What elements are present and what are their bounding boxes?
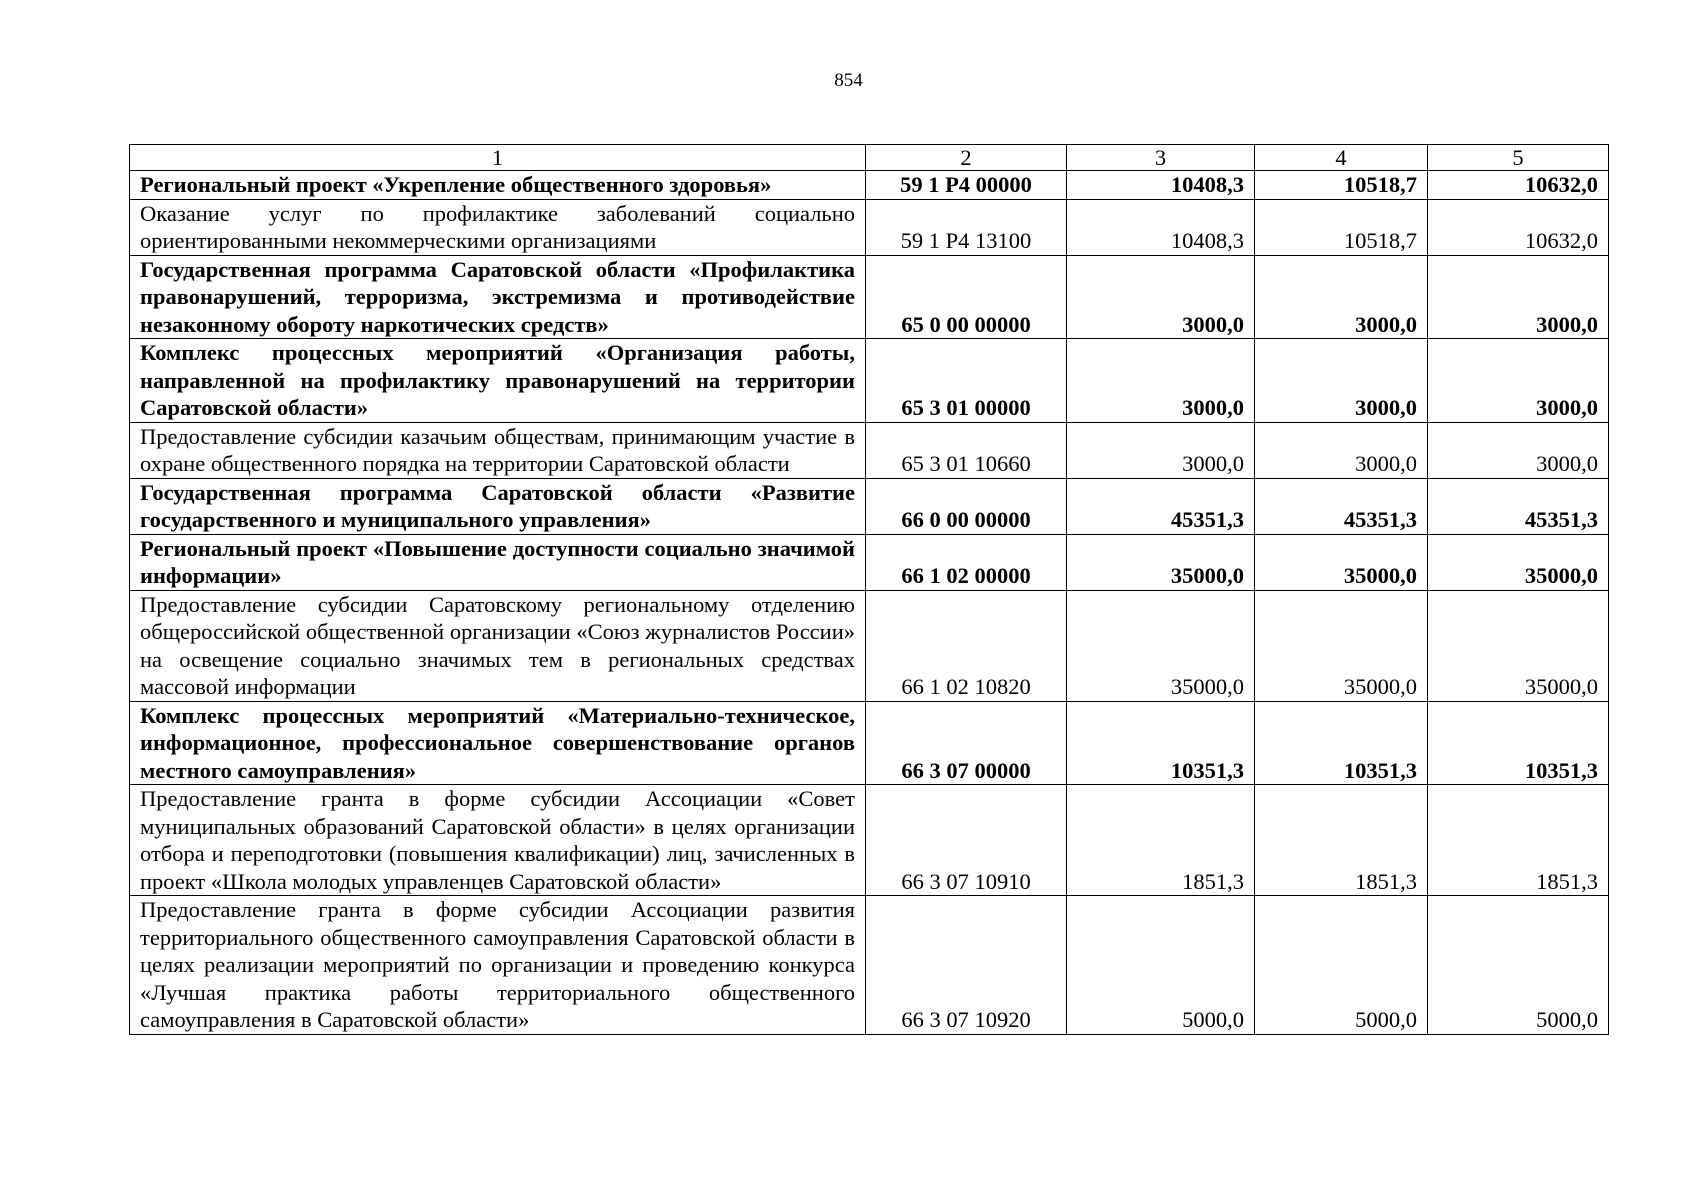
page-number: 854 bbox=[834, 70, 863, 91]
table-row bbox=[130, 422, 1609, 478]
row-value-col5: 1851,3 bbox=[1428, 785, 1609, 896]
row-code: 66 0 00 00000 bbox=[866, 478, 1067, 534]
row-name: Предоставление субсидии Саратовскому региональному отделению общероссийской общественной организации «Союз журналистов России» на освещение социально значимых тем в региональных средствах массовой информации bbox=[130, 590, 866, 701]
row-value-col4: 10351,3 bbox=[1255, 701, 1428, 785]
row-code: 66 1 02 10820 bbox=[866, 590, 1067, 701]
table-row bbox=[130, 701, 1609, 785]
row-value-col3: 45351,3 bbox=[1067, 478, 1255, 534]
row-code: 66 3 07 00000 bbox=[866, 701, 1067, 785]
row-name: Оказание услуг по профилактике заболеваний социально ориентированными некоммерческими организациями bbox=[130, 199, 866, 255]
row-code: 59 1 P4 13100 bbox=[866, 199, 1067, 255]
row-value-col3: 10408,3 bbox=[1067, 199, 1255, 255]
row-name: Государственная программа Саратовской области «Профилактика правонарушений, терроризма, экстремизма и противодействие незаконному обороту наркотических средств» bbox=[130, 255, 866, 339]
table-row bbox=[130, 590, 1609, 701]
table-row bbox=[130, 171, 1609, 200]
row-name: Предоставление гранта в форме субсидии Ассоциации развития территориального общественного самоуправления Саратовской области в целях реализации мероприятий по организации и проведению конкурса «Лучшая практика работы территориального общественного самоуправления в Саратовской области» bbox=[130, 896, 866, 1035]
table-row bbox=[130, 199, 1609, 255]
budget-table bbox=[129, 144, 1609, 1035]
row-value-col3: 10408,3 bbox=[1067, 171, 1255, 200]
row-value-col4: 35000,0 bbox=[1255, 534, 1428, 590]
row-code: 65 3 01 10660 bbox=[866, 422, 1067, 478]
row-value-col4: 45351,3 bbox=[1255, 478, 1428, 534]
row-name: Предоставление субсидии казачьим обществам, принимающим участие в охране общественного порядка на территории Саратовской области bbox=[130, 422, 866, 478]
row-value-col3: 10351,3 bbox=[1067, 701, 1255, 785]
row-value-col3: 3000,0 bbox=[1067, 422, 1255, 478]
row-value-col5: 10632,0 bbox=[1428, 171, 1609, 200]
table-row bbox=[130, 896, 1609, 1035]
row-name: Государственная программа Саратовской области «Развитие государственного и муниципального управления» bbox=[130, 478, 866, 534]
row-code: 59 1 P4 00000 bbox=[866, 171, 1067, 200]
row-value-col4: 5000,0 bbox=[1255, 896, 1428, 1035]
table-row bbox=[130, 255, 1609, 339]
table-row bbox=[130, 785, 1609, 896]
row-value-col4: 1851,3 bbox=[1255, 785, 1428, 896]
column-header: 3 bbox=[1067, 145, 1255, 171]
row-code: 66 1 02 00000 bbox=[866, 534, 1067, 590]
row-code: 66 3 07 10910 bbox=[866, 785, 1067, 896]
row-value-col3: 5000,0 bbox=[1067, 896, 1255, 1035]
row-value-col3: 35000,0 bbox=[1067, 534, 1255, 590]
row-value-col5: 10351,3 bbox=[1428, 701, 1609, 785]
row-value-col5: 3000,0 bbox=[1428, 339, 1609, 423]
row-name: Региональный проект «Укрепление общественного здоровья» bbox=[130, 171, 866, 200]
column-header: 1 bbox=[130, 145, 866, 171]
row-value-col3: 1851,3 bbox=[1067, 785, 1255, 896]
column-header: 5 bbox=[1428, 145, 1609, 171]
table-row bbox=[130, 478, 1609, 534]
row-name: Региональный проект «Повышение доступности социально значимой информации» bbox=[130, 534, 866, 590]
table-header-row bbox=[130, 145, 1609, 171]
table-row bbox=[130, 339, 1609, 423]
row-name: Комплекс процессных мероприятий «Организация работы, направленной на профилактику правонарушений на территории Саратовской области» bbox=[130, 339, 866, 423]
row-value-col3: 3000,0 bbox=[1067, 255, 1255, 339]
column-header: 2 bbox=[866, 145, 1067, 171]
row-value-col4: 3000,0 bbox=[1255, 255, 1428, 339]
table-row bbox=[130, 534, 1609, 590]
row-value-col5: 3000,0 bbox=[1428, 422, 1609, 478]
row-value-col4: 3000,0 bbox=[1255, 422, 1428, 478]
row-value-col5: 35000,0 bbox=[1428, 590, 1609, 701]
row-name: Комплекс процессных мероприятий «Материально-техническое, информационное, профессиональное совершенствование органов местного самоуправления» bbox=[130, 701, 866, 785]
row-code: 65 3 01 00000 bbox=[866, 339, 1067, 423]
row-value-col5: 5000,0 bbox=[1428, 896, 1609, 1035]
row-value-col5: 45351,3 bbox=[1428, 478, 1609, 534]
row-value-col3: 3000,0 bbox=[1067, 339, 1255, 423]
row-value-col4: 3000,0 bbox=[1255, 339, 1428, 423]
row-value-col5: 3000,0 bbox=[1428, 255, 1609, 339]
row-value-col3: 35000,0 bbox=[1067, 590, 1255, 701]
row-value-col4: 10518,7 bbox=[1255, 199, 1428, 255]
row-value-col4: 35000,0 bbox=[1255, 590, 1428, 701]
row-value-col5: 10632,0 bbox=[1428, 199, 1609, 255]
row-value-col5: 35000,0 bbox=[1428, 534, 1609, 590]
row-code: 65 0 00 00000 bbox=[866, 255, 1067, 339]
row-value-col4: 10518,7 bbox=[1255, 171, 1428, 200]
row-code: 66 3 07 10920 bbox=[866, 896, 1067, 1035]
column-header: 4 bbox=[1255, 145, 1428, 171]
row-name: Предоставление гранта в форме субсидии Ассоциации «Совет муниципальных образований Саратовской области» в целях организации отбора и переподготовки (повышения квалификации) лиц, зачисленных в проект «Школа молодых управленцев Саратовской области» bbox=[130, 785, 866, 896]
